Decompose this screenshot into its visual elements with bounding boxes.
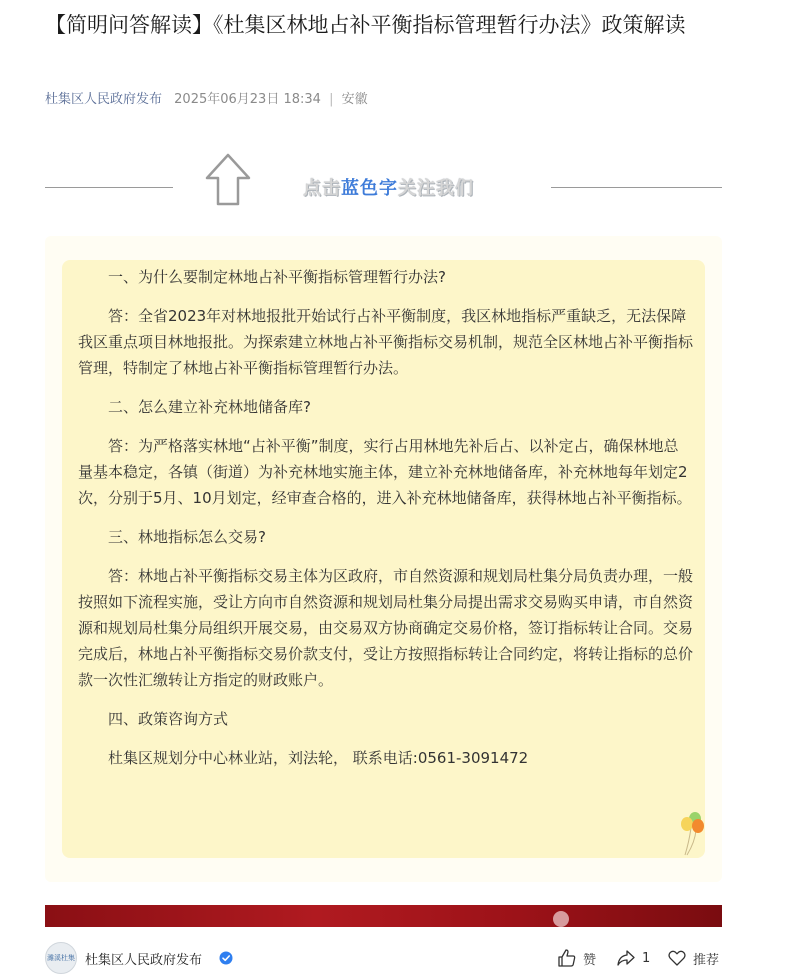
recommend-button[interactable]	[667, 948, 719, 968]
article-title: 【简明问答解读】《杜集区林地占补平衡指标管理暂行办法》政策解读	[45, 13, 686, 37]
follow-highlight: 蓝色字	[341, 178, 398, 199]
question-3: 三、林地指标怎么交易?	[108, 528, 266, 546]
thumbs-up-icon	[557, 948, 577, 968]
answer-1: 答：全省2023年对林地报批开始试行占补平衡制度，我区林地指标严重缺乏，无法保障我区重点项目林地报批。为探索建立林地占补平衡指标交易机制，规范全区林地占补平衡指标管理，特制定了林地占补平衡指标管理暂行办法。	[78, 307, 694, 377]
avatar[interactable]: 濉溪杜集	[45, 942, 77, 974]
qa-content	[78, 264, 693, 771]
account-name[interactable]: 杜集区人民政府发布	[85, 953, 203, 968]
balloon-icon	[679, 812, 707, 856]
divider-left	[45, 187, 173, 188]
follow-prefix: 点击	[303, 178, 341, 199]
article-meta	[45, 88, 368, 107]
like-label: 赞	[583, 952, 597, 968]
question-1: 一、为什么要制定林地占补平衡指标管理暂行办法?	[108, 268, 446, 286]
answer-2: 答：为严格落实林地“占补平衡”制度，实行占用林地先补后占、以补定占，确保林地总量基本稳定，各镇（街道）为补充林地实施主体，建立补充林地储备库，补充林地每年划定2次，分别于5月、10月划定，经审查合格的，进入补充林地储备库，获得林地占补平衡指标。	[78, 437, 692, 507]
content-card	[45, 236, 722, 882]
share-icon	[616, 948, 636, 968]
publish-location: 安徽	[341, 92, 368, 107]
question-2: 二、怎么建立补充林地储备库?	[108, 398, 311, 416]
image-banner	[45, 905, 722, 927]
share-count: 1	[642, 950, 651, 966]
qa-panel	[62, 260, 705, 858]
follow-suffix: 关注我们	[398, 178, 474, 199]
answer-3: 答：林地占补平衡指标交易主体为区政府，市自然资源和规划局杜集分局负责办理，一般按照如下流程实施，受让方向市自然资源和规划局杜集分局提出需求交易购买申请，市自然资源和规划局杜集分局组织开展交易，由交易双方协商确定交易价格，签订指标转让合同。交易完成后，林地占补平衡指标交易价款支付，受让方按照指标转让合同约定，将转让指标的总价款一次性汇缴转让方指定的财政账户。	[78, 567, 694, 689]
divider-right	[551, 187, 722, 188]
source-link[interactable]: 杜集区人民政府发布	[45, 92, 163, 107]
up-arrow-icon	[203, 152, 253, 208]
contact-info: 杜集区规划分中心林业站，刘法轮， 联系电话:0561-3091472	[108, 749, 529, 767]
follow-text	[303, 174, 474, 200]
meta-divider: |	[329, 92, 334, 107]
question-4: 四、政策咨询方式	[108, 710, 229, 728]
like-button[interactable]	[557, 948, 596, 968]
follow-banner[interactable]	[45, 150, 722, 225]
recommend-label: 推荐	[693, 952, 720, 968]
verified-icon	[219, 951, 233, 965]
heart-icon	[667, 948, 687, 968]
share-button[interactable]	[616, 948, 650, 968]
publish-date: 2025年06月23日 18:34	[174, 92, 321, 107]
footer-bar	[45, 940, 735, 974]
